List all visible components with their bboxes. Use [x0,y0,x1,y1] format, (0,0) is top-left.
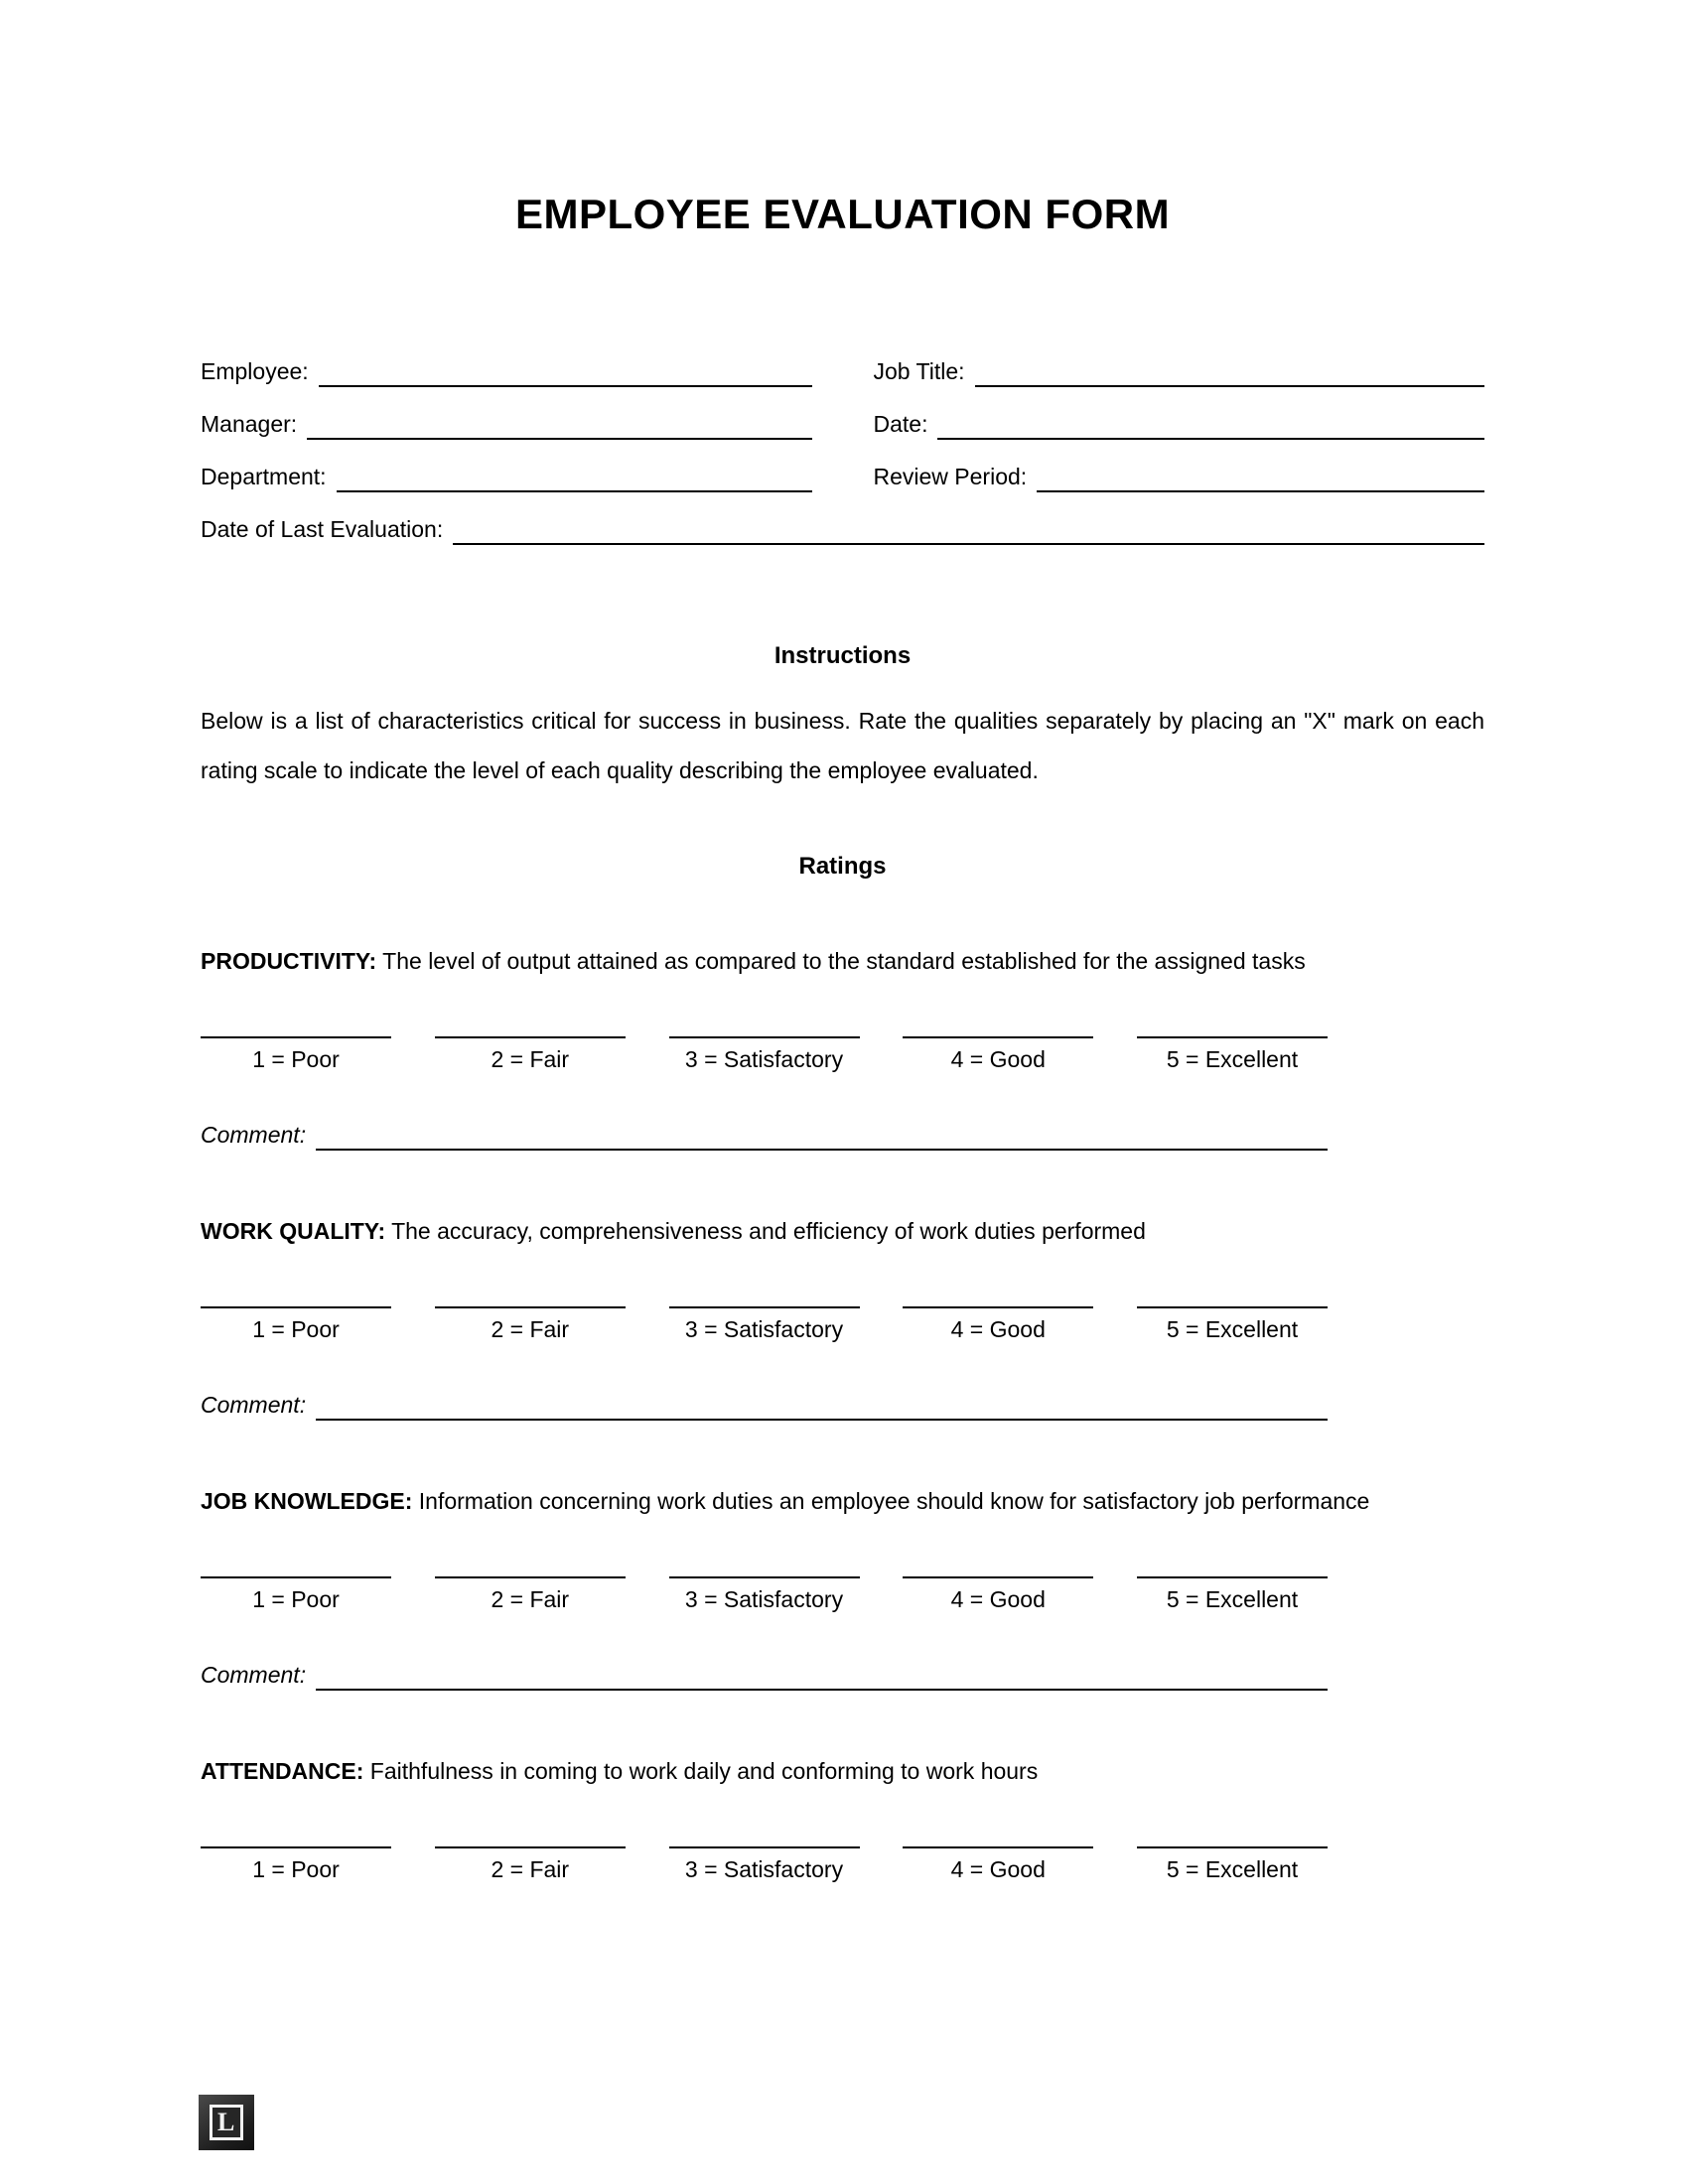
rating-scale [201,1576,1328,1613]
scale-option-satisfactory [669,1306,860,1343]
scale-option-label: 1 = Poor [252,1586,340,1612]
employee-field-line [319,357,812,387]
rating-section-description [201,1484,1372,1519]
manager-field-line [307,410,811,440]
scale-option-satisfactory [669,1846,860,1883]
department-field-line [337,463,812,492]
scale-option-label: 3 = Satisfactory [684,1046,844,1072]
date-field-line [937,410,1484,440]
field-row [201,513,1484,545]
scale-option-good [903,1576,1093,1613]
scale-option-label: 5 = Excellent [1166,1316,1299,1342]
scale-option-excellent [1137,1576,1328,1613]
comment-label: Comment: [201,1662,307,1688]
employee-field [201,355,812,387]
scale-option-satisfactory [669,1036,860,1073]
date-of-last-evaluation-label: Date of Last Evaluation: [201,516,444,542]
rating-section-work-quality [201,1214,1484,1421]
scale-option-label: 3 = Satisfactory [684,1316,844,1342]
scale-option-label: 4 = Good [950,1856,1046,1882]
date-field [874,408,1485,440]
field-row [201,461,1484,492]
job-title-label: Job Title: [873,358,965,384]
employee-label: Employee: [201,358,309,384]
rating-section-job-knowledge [201,1484,1484,1691]
job-title-field [874,355,1485,387]
date-of-last-evaluation-field-line [453,515,1484,545]
rating-section-text: Faithfulness in coming to work daily and conforming to work hours [369,1758,1039,1784]
rating-section-title: PRODUCTIVITY: [201,948,377,974]
scale-option-fair [435,1306,626,1343]
manager-field [201,408,812,440]
scale-option-label: 5 = Excellent [1166,1046,1299,1072]
scale-option-fair [435,1846,626,1883]
scale-option-label: 4 = Good [950,1316,1046,1342]
field-row [201,408,1484,440]
scale-option-label: 5 = Excellent [1166,1586,1299,1612]
logo-l-icon [210,2105,243,2140]
review-period-field [874,461,1485,492]
instructions-heading: Instructions [774,642,912,669]
scale-option-poor [201,1036,391,1073]
rating-section-title: WORK QUALITY: [201,1218,386,1244]
rating-section-text: The level of output attained as compared to the standard established for the assigned tasks [382,948,1306,974]
scale-option-good [903,1846,1093,1883]
rating-section-description [201,1214,1372,1249]
scale-option-label: 5 = Excellent [1166,1856,1299,1882]
rating-section-text: Information concerning work duties an employee should know for satisfactory job performance [418,1488,1370,1514]
department-field [201,461,812,492]
scale-option-good [903,1306,1093,1343]
scale-option-label: 3 = Satisfactory [684,1856,844,1882]
rating-scale [201,1036,1328,1073]
scale-option-label: 4 = Good [950,1046,1046,1072]
scale-option-fair [435,1576,626,1613]
scale-option-good [903,1036,1093,1073]
rating-section-productivity [201,944,1484,1151]
scale-option-poor [201,1576,391,1613]
legal-templates-logo [199,2095,254,2150]
scale-option-excellent [1137,1306,1328,1343]
job-title-field-line [975,357,1484,387]
scale-option-label: 2 = Fair [491,1856,570,1882]
rating-scale [201,1846,1328,1883]
scale-option-fair [435,1036,626,1073]
rating-section-title: JOB KNOWLEDGE: [201,1488,413,1514]
department-label: Department: [201,464,327,489]
review-period-label: Review Period: [873,464,1028,489]
manager-label: Manager: [201,411,298,437]
comment-field [201,1659,1328,1691]
ratings-heading: Ratings [798,853,887,880]
rating-section-description [201,1754,1372,1789]
header-fields [201,355,1484,545]
scale-option-label: 2 = Fair [491,1046,570,1072]
scale-option-label: 4 = Good [950,1586,1046,1612]
scale-option-satisfactory [669,1576,860,1613]
scale-option-poor [201,1846,391,1883]
rating-section-title: ATTENDANCE: [201,1758,364,1784]
page-title: EMPLOYEE EVALUATION FORM [514,191,1171,237]
comment-label: Comment: [201,1122,307,1148]
comment-field-line [316,1661,1328,1691]
scale-option-label: 1 = Poor [252,1316,340,1342]
scale-option-label: 1 = Poor [252,1046,340,1072]
scale-option-label: 2 = Fair [491,1316,570,1342]
scale-option-excellent [1137,1846,1328,1883]
date-of-last-evaluation-field [201,513,1484,545]
comment-field-line [316,1391,1328,1421]
comment-field [201,1119,1328,1151]
logo-letter: L [217,2108,235,2136]
scale-option-label: 1 = Poor [252,1856,340,1882]
field-row [201,355,1484,387]
rating-section-text: The accuracy, comprehensiveness and efficiency of work duties performed [391,1218,1146,1244]
scale-option-label: 2 = Fair [491,1586,570,1612]
scale-option-excellent [1137,1036,1328,1073]
review-period-field-line [1037,463,1484,492]
scale-option-poor [201,1306,391,1343]
rating-section-attendance [201,1754,1484,1883]
instructions-body: Below is a list of characteristics critical for success in business. Rate the qualities separately by placing an "X" mark on each rating scale to indicate the level of each quality describing the employee evaluated. [201,708,1484,783]
scale-option-label: 3 = Satisfactory [684,1586,844,1612]
comment-label: Comment: [201,1392,307,1418]
comment-field-line [316,1121,1328,1151]
rating-scale [201,1306,1328,1343]
date-label: Date: [873,411,928,437]
rating-section-description [201,944,1372,979]
comment-field [201,1389,1328,1421]
